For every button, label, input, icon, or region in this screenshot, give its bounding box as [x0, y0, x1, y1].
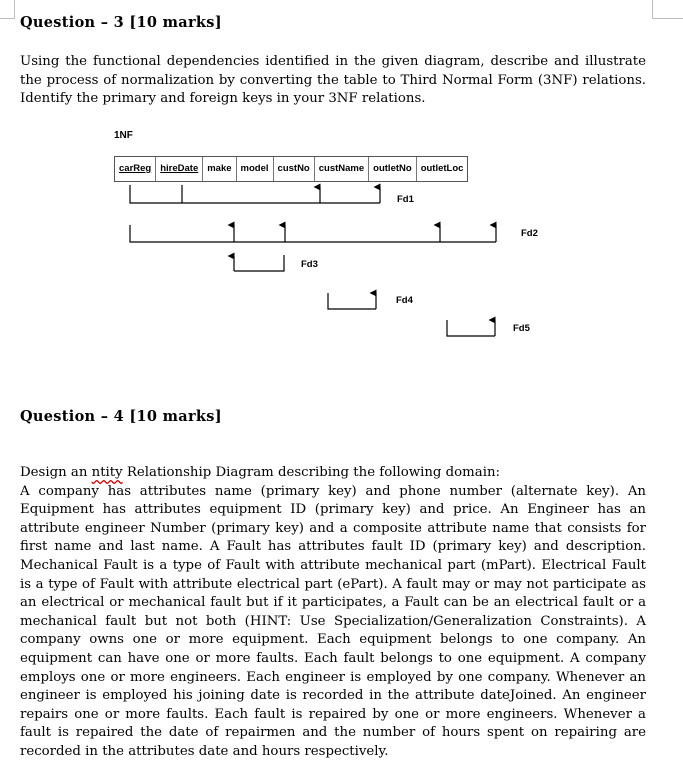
question-4-line: company owns one or more equipment. Each equipment belongs to one company. An — [20, 632, 646, 648]
fd5-lines — [447, 320, 495, 336]
misspelled-word: ntity — [91, 465, 123, 480]
question-4-intro — [20, 464, 646, 483]
question-4-line: mechanical fault but not both (HINT: Use Specialization/Generalization Constraints). A — [20, 613, 646, 629]
fd1-label: Fd1 — [397, 194, 414, 205]
attr-custname: custName — [315, 157, 369, 181]
intro-text: Relationship Diagram describing the following domain: — [122, 465, 501, 480]
fd5-label: Fd5 — [513, 323, 530, 334]
fd2-label: Fd2 — [521, 228, 538, 239]
attr-custno: custNo — [274, 157, 315, 181]
attr-outletno: outletNo — [369, 157, 417, 181]
fd2-lines — [130, 225, 496, 242]
question-4-line: an electrical or mechanical fault but if it participates, a Fault can be an electrical fault or a — [20, 595, 646, 611]
fd4-lines — [328, 293, 376, 309]
attr-carreg: carReg — [115, 157, 156, 181]
fd3-label: Fd3 — [301, 259, 318, 270]
intro-text: Design an — [20, 465, 92, 480]
question-4-line: Equipment has attributes equipment ID (primary key) and price. An Engineer has an — [20, 502, 646, 518]
question-3-line: Using the functional dependencies identified in the given diagram, describe and illustrate — [20, 54, 646, 69]
fd3-lines — [234, 255, 284, 271]
attr-make: make — [203, 157, 236, 181]
question-3-line: Identify the primary and foreign keys in your 3NF relations. — [20, 91, 426, 107]
question-4-line: Mechanical Fault is a type of Fault with attribute mechanical part (mPart). Electrical Fault — [20, 557, 646, 573]
question-4-line: is a type of Fault with attribute electrical part (ePart). A fault may or may not participate as — [20, 576, 646, 592]
question-4-text — [20, 464, 646, 762]
question-4-line: repairs one or more faults. Each fault is repaired by one or more engineers. Whenever a — [20, 706, 646, 722]
question-4-line: first name and last name. A Fault has attributes fault ID (primary key) and description. — [20, 539, 646, 555]
question-4-line: engineer is employed his joining date is recorded in the attribute dateJoined. An engineer — [20, 688, 646, 704]
fd4-label: Fd4 — [396, 295, 413, 306]
fd1-lines — [130, 185, 380, 203]
question-4-line: employs one or more engineers. Each engineer is employed by one company. Whenever an — [20, 669, 646, 685]
question-3-heading: Question – 3 [10 marks] — [20, 14, 222, 31]
question-4-line: fault is repaired the date of repairmen and the number of hours spent on repairing are — [20, 725, 646, 741]
question-3-line: the process of normalization by converting the table to Third Normal Form (3NF) relations. — [20, 72, 646, 88]
question-4-line: A company has attributes name (primary key) and phone number (alternate key). An — [20, 483, 646, 499]
question-4-line: attribute engineer Number (primary key) and a composite attribute name that consists for — [20, 520, 646, 536]
question-4-line: recorded in the attributes date and hours respectively. — [20, 743, 389, 759]
attr-model: model — [237, 157, 274, 181]
question-4-line: equipment can have one or more faults. Each fault belongs to one equipment. A company — [20, 650, 646, 666]
form-label: 1NF — [114, 130, 133, 141]
question-4-heading: Question – 4 [10 marks] — [20, 408, 222, 425]
attr-hiredate: hireDate — [156, 157, 203, 181]
attr-outletloc: outletLoc — [420, 163, 464, 174]
